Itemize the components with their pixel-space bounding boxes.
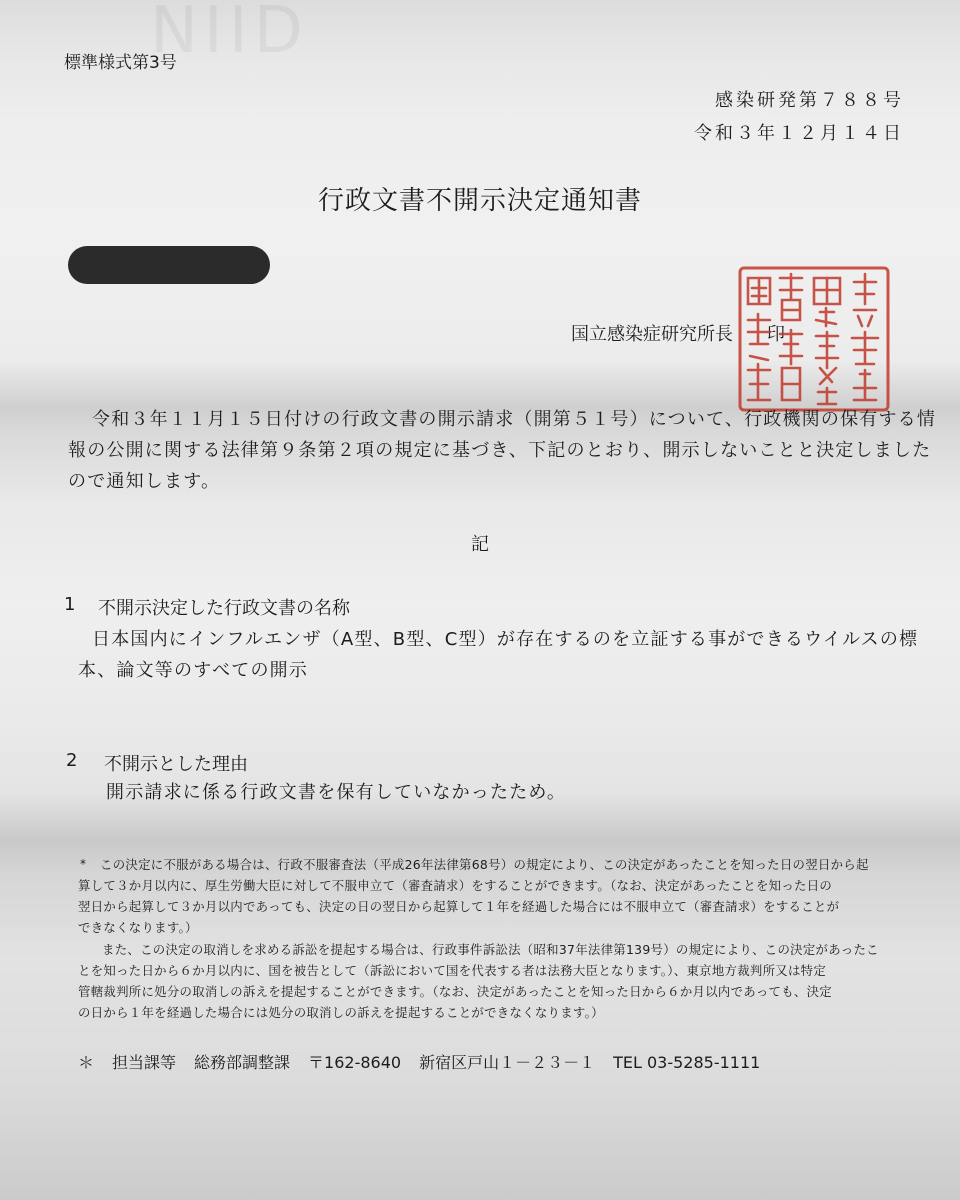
note-line: とを知った日から６か月以内に、国を被告として（訴訟において国を代表する者は法務大臣となります。）、東京地方裁判所又は特定	[78, 963, 827, 978]
contact-line	[78, 1050, 778, 1073]
section-1-heading: 不開示決定した行政文書の名称	[98, 598, 350, 619]
contact-asterisk: ＊	[78, 1053, 95, 1072]
document-number: 感染研発第７８８号	[715, 90, 904, 111]
note-asterisk: *	[80, 857, 86, 871]
note-line: また、この決定の取消しを求める訴訟を提起する場合は、行政事件訴訟法（昭和37年法律第139号）の規定により、この決定があったこ	[102, 942, 879, 957]
note-line: 管轄裁判所に処分の取消しの訴えを提起することができます。（なお、決定があったことを知った日から６か月以内であっても、決定	[78, 984, 832, 999]
section-2-text-line: 開示請求に係る行政文書を保有していなかったため。	[106, 782, 567, 803]
note-line: の日から１年を経過した場合には処分の取消しの訴えを提起することができなくなります。）	[78, 1005, 604, 1020]
intro-paragraph-line: 令和３年１１月１５日付けの行政文書の開示請求（開第５１号）について、行政機関の保有する情	[92, 409, 937, 430]
contact-address: 新宿区戸山１－２３－１	[419, 1053, 596, 1072]
contact-label: 担当課等	[112, 1053, 177, 1072]
seal-mark-text: 印	[767, 324, 785, 345]
contact-department: 総務部調整課	[194, 1053, 291, 1072]
form-number: 標準様式第3号	[64, 53, 177, 73]
official-seal-stamp	[736, 264, 892, 414]
watermark-logo: NIID	[150, 0, 309, 68]
note-line: できなくなります。）	[78, 920, 198, 935]
issuer-name: 国立感染症研究所長	[571, 324, 733, 345]
section-1-text-line: 本、論文等のすべての開示	[78, 660, 309, 681]
section-2-heading: 不開示とした理由	[104, 754, 248, 775]
intro-paragraph-line: ので通知します。	[68, 471, 221, 492]
contact-phone: TEL 03-5285-1111	[613, 1053, 761, 1072]
intro-paragraph-line: 報の公開に関する法律第９条第２項の規定に基づき、下記のとおり、開示しないことと決定しました	[68, 440, 932, 461]
section-2-number: 2	[66, 750, 78, 771]
section-1-number: 1	[64, 594, 76, 615]
document-title: 行政文書不開示決定通知書	[317, 186, 642, 216]
note-line: この決定に不服がある場合は、行政不服審査法（平成26年法律第68号）の規定により、この決定があったことを知った日の翌日から起	[100, 857, 869, 872]
note-line: 算して３か月以内に、厚生労働大臣に対して不服申立て（審査請求）をすることができます。（なお、決定があったことを知った日の	[78, 878, 833, 893]
contact-postal-code: 〒162-8640	[308, 1053, 402, 1072]
document-date: 令和３年１２月１４日	[694, 123, 904, 144]
note-line: 翌日から起算して３か月以内であっても、決定の日の翌日から起算して１年を経過した場合には不服申立て（審査請求）をすることが	[78, 899, 840, 914]
redaction-bar	[68, 246, 270, 284]
ki-heading: 記	[471, 534, 489, 555]
section-1-text-line: 日本国内にインフルエンザ（A型、B型、C型）が存在するのを立証する事ができるウイルスの標	[92, 629, 919, 650]
